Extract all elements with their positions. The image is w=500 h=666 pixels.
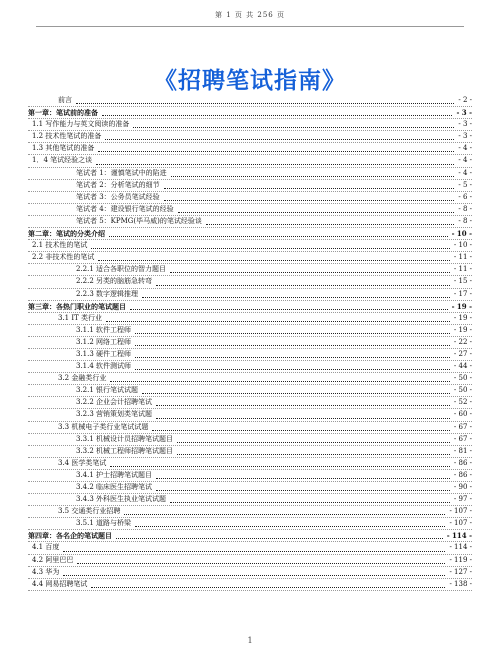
toc-entry[interactable] bbox=[28, 216, 472, 228]
toc-dot-leader bbox=[63, 551, 445, 552]
toc-entry[interactable] bbox=[28, 409, 472, 421]
toc-entry-title: 第二章：笔试的分类介绍 bbox=[28, 229, 105, 239]
toc-dot-leader bbox=[156, 405, 450, 406]
toc-entry[interactable] bbox=[28, 434, 472, 446]
toc-dot-leader bbox=[206, 224, 455, 225]
toc-entry-title: 笔试者 1：谨慎笔试中的陷进 bbox=[76, 168, 167, 177]
toc-entry-page: - 3 - bbox=[456, 108, 472, 118]
toc-entry-title: 第三章：各热门职业的笔试题目 bbox=[28, 301, 126, 311]
toc-entry[interactable] bbox=[28, 542, 472, 554]
toc-entry-title: 3.4.2 临床医生招聘笔试 bbox=[76, 483, 153, 491]
toc-dot-leader bbox=[135, 526, 445, 527]
toc-entry-title: 3.2 金融类行业 bbox=[58, 374, 107, 383]
toc-entry[interactable] bbox=[28, 192, 472, 204]
toc-entry[interactable] bbox=[28, 555, 472, 567]
toc-entry[interactable] bbox=[28, 373, 472, 385]
toc-entry-page: - 67 - bbox=[453, 422, 472, 431]
toc-entry-title: 1.2 技术性笔试的准备 bbox=[32, 132, 102, 141]
toc-dot-leader bbox=[91, 248, 450, 249]
toc-entry[interactable] bbox=[28, 397, 472, 409]
toc-entry[interactable] bbox=[28, 446, 472, 458]
toc-entry-title: 3.3.1 机械设计员招聘笔试题目 bbox=[76, 434, 174, 443]
toc-entry-title: 4.3 华为 bbox=[32, 567, 60, 576]
toc-entry-title: 3.2.3 营销策划类笔试题 bbox=[76, 410, 153, 419]
toc-entry[interactable] bbox=[28, 325, 472, 337]
toc-entry-title: 3.3.2 机械工程师招聘笔试题目 bbox=[76, 446, 174, 455]
toc-dot-leader bbox=[124, 514, 445, 515]
toc-entry-page: - 86 - bbox=[453, 470, 472, 479]
toc-entry[interactable] bbox=[28, 264, 472, 276]
toc-entry[interactable] bbox=[28, 349, 472, 361]
toc-entry-title: 3.2.1 银行笔试试题 bbox=[76, 386, 139, 395]
toc-entry-page: - 3 - bbox=[458, 120, 472, 129]
toc-entry-title: 前言 bbox=[58, 96, 72, 104]
toc-entry-page: - 114 - bbox=[449, 543, 472, 552]
page-footer-number: 1 bbox=[247, 636, 253, 645]
document-title: 《招聘笔试指南》 bbox=[154, 68, 346, 94]
toc-entry-title: 2.1 技术性的笔试 bbox=[32, 241, 88, 250]
toc-dot-leader bbox=[98, 151, 454, 152]
toc-entry-title: 2.2.1 适合各职位的智力题目 bbox=[76, 265, 167, 274]
toc-entry-title: 3.1.3 硬件工程师 bbox=[76, 349, 132, 358]
toc-entry-title: 2.2.2 另类的脑筋急转弯 bbox=[76, 277, 153, 286]
toc-entry-page: - 86 - bbox=[453, 458, 472, 467]
toc-entry-page: - 4 - bbox=[458, 156, 472, 165]
toc-entry-page: - 3 - bbox=[458, 132, 472, 141]
toc-dot-leader bbox=[91, 587, 445, 588]
toc-entry-title: 4.2 阿里巴巴 bbox=[32, 555, 74, 564]
toc-entry[interactable] bbox=[28, 422, 472, 434]
toc-entry[interactable] bbox=[28, 252, 472, 264]
toc-entry[interactable] bbox=[28, 337, 472, 349]
toc-entry-title: 1.1 写作能力与英文阅读的准备 bbox=[32, 120, 130, 129]
page-header: 第 1 页 共 256 页 bbox=[215, 11, 285, 19]
toc-entry-page: - 6 - bbox=[458, 192, 472, 201]
toc-entry-title: 3.1.4 软件测试师 bbox=[76, 362, 132, 371]
toc-entry[interactable] bbox=[28, 361, 472, 373]
toc-entry-title: 4.1 百度 bbox=[32, 543, 60, 552]
toc-dot-leader bbox=[152, 430, 450, 431]
toc-entry-title: 3.5.1 道路与桥梁 bbox=[76, 519, 132, 528]
toc-chapter-entry[interactable] bbox=[28, 228, 472, 240]
toc-dot-leader bbox=[133, 127, 454, 128]
toc-entry[interactable] bbox=[28, 131, 472, 143]
toc-dot-leader bbox=[177, 454, 450, 455]
toc-entry-page: - 2 - bbox=[458, 96, 472, 104]
toc-entry-title: 第四章：各名企的笔试题目 bbox=[28, 531, 112, 541]
toc-entry-title: 笔试者 2：分析笔试的细节 bbox=[76, 180, 160, 189]
toc-entry[interactable] bbox=[28, 518, 472, 530]
toc-dot-leader bbox=[77, 563, 445, 564]
toc-entry-title: 笔试者 3：公务员笔试经验 bbox=[76, 192, 160, 201]
toc-dot-leader bbox=[164, 188, 455, 189]
toc-dot-leader bbox=[105, 139, 454, 140]
toc-entry-title: 3.1.1 软件工程师 bbox=[76, 325, 132, 334]
toc-entry-page: - 11 - bbox=[453, 253, 472, 262]
toc-entry[interactable] bbox=[28, 240, 472, 252]
table-of-contents bbox=[28, 95, 472, 591]
toc-dot-leader bbox=[102, 115, 452, 116]
toc-entry-page: - 11 - bbox=[453, 265, 472, 274]
toc-entry-title: 1．4 笔试经验之谈 bbox=[32, 156, 93, 165]
toc-entry-title: 4.4 网易招聘笔试 bbox=[32, 579, 88, 588]
toc-entry-title: 3.4.1 护士招聘笔试题目 bbox=[76, 470, 153, 479]
toc-chapter-entry[interactable] bbox=[28, 301, 472, 313]
toc-entry-page: - 50 - bbox=[453, 386, 472, 395]
toc-dot-leader bbox=[178, 212, 455, 213]
toc-entry[interactable] bbox=[28, 119, 472, 131]
toc-dot-leader bbox=[142, 297, 450, 298]
toc-entry-page: - 138 - bbox=[449, 579, 472, 588]
toc-entry-title: 2.2.3 数字逻辑推理 bbox=[76, 289, 139, 298]
toc-dot-leader bbox=[135, 345, 450, 346]
toc-entry-page: - 44 - bbox=[453, 362, 472, 371]
toc-entry-page: - 127 - bbox=[449, 567, 472, 576]
toc-entry-page: - 8 - bbox=[458, 216, 472, 225]
toc-entry[interactable] bbox=[28, 143, 472, 155]
toc-dot-leader bbox=[156, 285, 450, 286]
toc-entry-page: - 17 - bbox=[453, 289, 472, 298]
toc-entry-title: 2.2 非技术性的笔试 bbox=[32, 253, 95, 262]
toc-entry-page: - 19 - bbox=[451, 301, 472, 311]
toc-entry[interactable] bbox=[28, 155, 472, 167]
toc-entry-page: - 4 - bbox=[458, 144, 472, 153]
toc-dot-leader bbox=[116, 538, 443, 539]
toc-entry[interactable] bbox=[28, 385, 472, 397]
toc-entry-title: 3.1.2 网络工程师 bbox=[76, 337, 132, 346]
toc-entry[interactable] bbox=[28, 180, 472, 192]
toc-entry[interactable] bbox=[28, 506, 472, 518]
toc-chapter-entry[interactable] bbox=[28, 530, 472, 542]
toc-entry-page: - 27 - bbox=[453, 349, 472, 358]
toc-entry-page: - 90 - bbox=[453, 483, 472, 491]
toc-entry-page: - 60 - bbox=[453, 410, 472, 419]
toc-dot-leader bbox=[135, 333, 450, 334]
toc-entry-page: - 5 - bbox=[458, 180, 472, 189]
toc-dot-leader bbox=[135, 357, 450, 358]
toc-entry-title: 笔试者 4：建设银行笔试的经验 bbox=[76, 204, 174, 213]
toc-entry[interactable] bbox=[28, 276, 472, 288]
toc-entry-title: 3.2.2 企业会计招聘笔试 bbox=[76, 398, 153, 407]
toc-dot-leader bbox=[76, 103, 454, 104]
toc-entry[interactable] bbox=[28, 168, 472, 180]
toc-dot-leader bbox=[156, 490, 450, 491]
toc-entry-page: - 19 - bbox=[453, 313, 472, 322]
toc-entry-page: - 114 - bbox=[446, 531, 472, 541]
toc-dot-leader bbox=[171, 176, 455, 177]
toc-entry-page: - 8 - bbox=[458, 204, 472, 213]
toc-entry-title: 1.3 其他笔试的准备 bbox=[32, 144, 95, 153]
toc-dot-leader bbox=[110, 466, 450, 467]
toc-entry-title: 3.4 医学类笔试 bbox=[58, 458, 107, 467]
toc-entry[interactable] bbox=[28, 482, 472, 494]
toc-entry-title: 第一章：笔试前的准备 bbox=[28, 108, 98, 118]
toc-entry-title: 3.5 交通类行业招聘 bbox=[58, 507, 121, 516]
toc-dot-leader bbox=[156, 478, 450, 479]
header-divider bbox=[36, 26, 464, 27]
toc-dot-leader bbox=[130, 309, 448, 310]
toc-entry-title: 笔试者 5：KPMG(毕马威)的笔试经验谈 bbox=[76, 216, 202, 225]
toc-entry[interactable] bbox=[28, 204, 472, 216]
toc-entry-title: 3.3 机械电子类行业笔试试题 bbox=[58, 422, 149, 431]
toc-dot-leader bbox=[170, 272, 450, 273]
toc-entry-page: - 10 - bbox=[451, 229, 472, 239]
toc-entry-page: - 15 - bbox=[453, 277, 472, 286]
toc-entry[interactable] bbox=[28, 313, 472, 325]
toc-entry-page: - 97 - bbox=[453, 495, 472, 504]
toc-dot-leader bbox=[63, 575, 445, 576]
toc-entry-page: - 22 - bbox=[453, 337, 472, 346]
toc-entry[interactable] bbox=[28, 458, 472, 470]
toc-entry-page: - 67 - bbox=[453, 434, 472, 443]
toc-entry[interactable] bbox=[28, 289, 472, 301]
toc-entry-title: 3.4.3 外科医生执业笔试试题 bbox=[76, 495, 167, 504]
toc-dot-leader bbox=[106, 321, 450, 322]
toc-dot-leader bbox=[177, 442, 450, 443]
toc-dot-leader bbox=[98, 260, 450, 261]
toc-entry-page: - 52 - bbox=[453, 398, 472, 407]
toc-dot-leader bbox=[96, 164, 454, 165]
toc-entry-page: - 19 - bbox=[453, 325, 472, 334]
toc-entry-page: - 4 - bbox=[458, 168, 472, 177]
toc-entry-page: - 107 - bbox=[449, 507, 472, 516]
toc-entry-page: - 10 - bbox=[453, 241, 472, 250]
toc-entry-title: 3.1 IT 类行业 bbox=[58, 313, 103, 322]
toc-dot-leader bbox=[109, 236, 448, 237]
toc-dot-leader bbox=[156, 418, 450, 419]
toc-chapter-entry[interactable] bbox=[28, 107, 472, 119]
toc-dot-leader bbox=[135, 369, 450, 370]
toc-entry-page: - 119 - bbox=[449, 555, 472, 564]
toc-dot-leader bbox=[110, 381, 450, 382]
toc-entry[interactable] bbox=[28, 494, 472, 506]
toc-entry[interactable] bbox=[28, 567, 472, 579]
toc-dot-leader bbox=[142, 393, 450, 394]
toc-dot-leader bbox=[164, 200, 455, 201]
toc-entry-page: - 50 - bbox=[453, 374, 472, 383]
toc-entry[interactable] bbox=[28, 579, 472, 591]
toc-entry[interactable] bbox=[28, 95, 472, 107]
toc-entry-page: - 81 - bbox=[453, 446, 472, 455]
toc-dot-leader bbox=[170, 502, 450, 503]
toc-entry-page: - 107 - bbox=[449, 519, 472, 528]
toc-entry[interactable] bbox=[28, 470, 472, 482]
